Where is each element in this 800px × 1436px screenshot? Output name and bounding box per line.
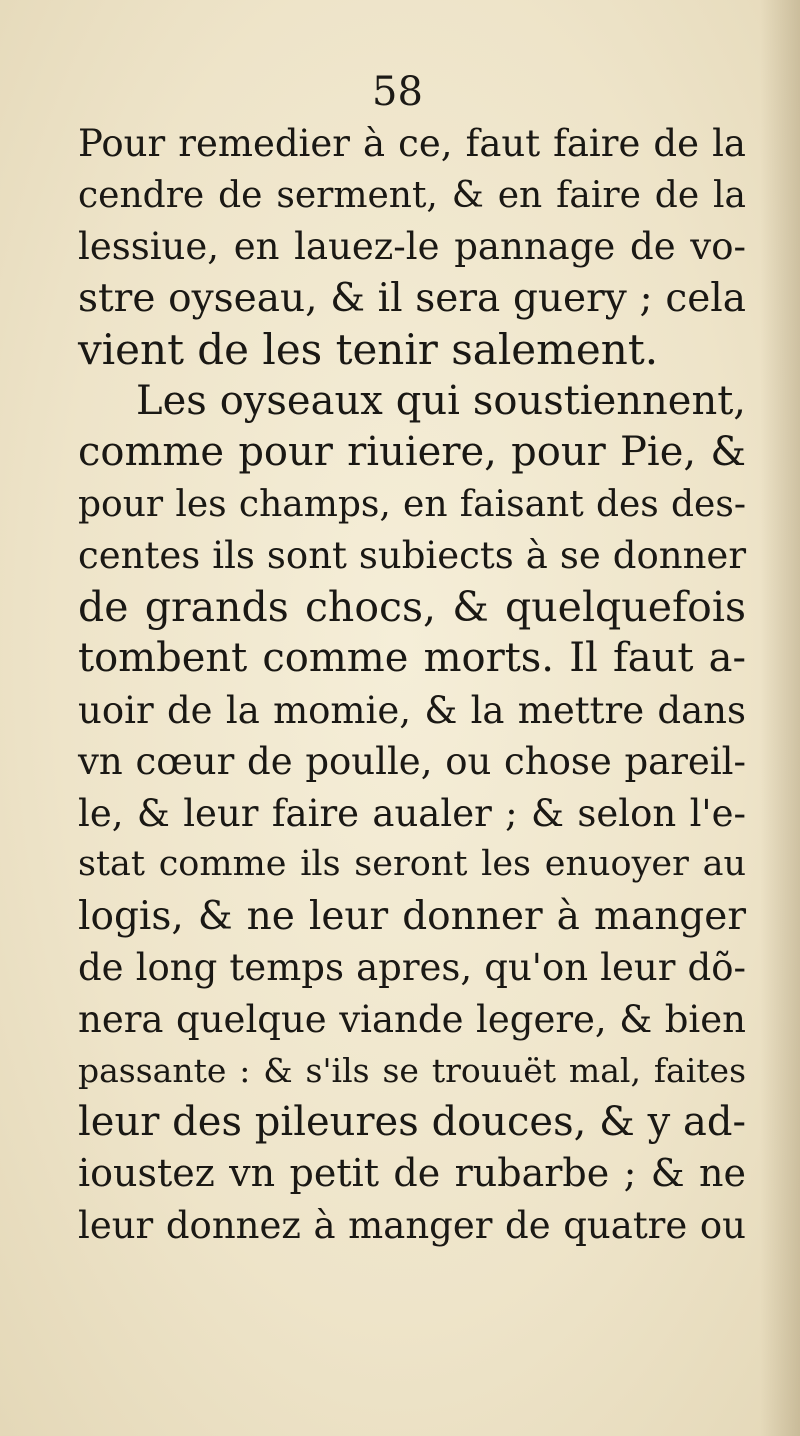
text-line: centes ils sont subiects à se donner	[78, 534, 746, 577]
text-line: de grands chocs, & quelquefois	[78, 582, 746, 631]
text-line: stre oyseau, & il sera guery ; cela	[78, 275, 746, 321]
text-line: stat comme ils seront les enuoyer au	[78, 844, 746, 884]
text-line: de long temps apres, qu'on leur dõ-	[78, 946, 746, 989]
text-line: uoir de la momie, & la mettre dans	[78, 688, 746, 732]
page-number: 58	[372, 69, 423, 115]
text-line: logis, & ne leur donner à manger	[78, 893, 746, 939]
text-line: cendre de serment, & en faire de la	[78, 174, 746, 216]
text-line: passante : & s'ils se trouuët mal, faites	[78, 1051, 746, 1090]
text-line: comme pour riuiere, pour Pie, &	[78, 429, 746, 475]
text-line: vn cœur de poulle, ou chose pareil-	[78, 740, 746, 783]
text-line: Pour remedier à ce, faut faire de la	[78, 122, 746, 165]
text-line: leur des pileures douces, & y ad-	[78, 1098, 746, 1145]
body-text	[78, 118, 746, 1251]
text-line: leur donnez à manger de quatre ou	[78, 1203, 746, 1247]
text-line: tombent comme morts. Il faut a-	[78, 635, 746, 681]
text-line: lessiue, en lauez-le pannage de vo-	[78, 225, 746, 268]
text-line: le, & leur faire aualer ; & selon l'e-	[78, 791, 746, 835]
paragraph-start-line: Les oyseaux qui soustiennent,	[136, 377, 746, 424]
text-line: ioustez vn petit de rubarbe ; & ne	[78, 1151, 746, 1195]
text-line: pour les champs, en faisant des des-	[78, 483, 746, 525]
paragraph-end-line: vient de les tenir salement.	[78, 325, 659, 374]
text-line: nera quelque viande legere, & bien	[78, 997, 746, 1041]
